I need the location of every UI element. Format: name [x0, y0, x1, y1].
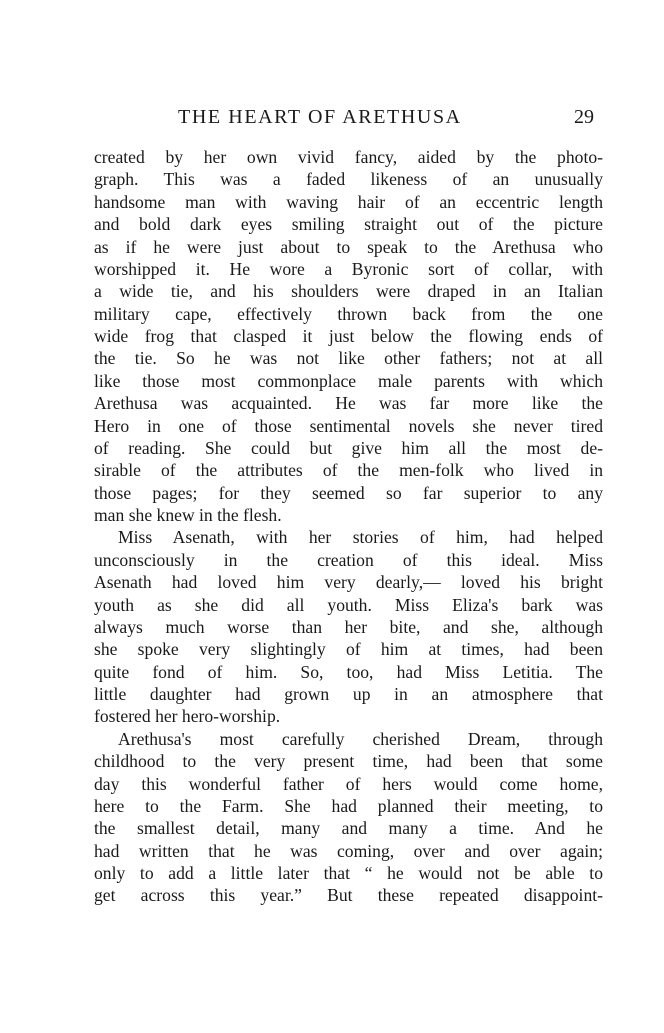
- text-line: quite fond of him. So, too, had Miss Letitia. The: [94, 661, 603, 682]
- text-line: unconsciously in the creation of this ideal. Miss: [94, 549, 603, 570]
- text-line: had written that he was coming, over and over again;: [94, 840, 603, 861]
- paragraph-start-line: Miss Asenath, with her stories of him, had helped: [118, 527, 603, 548]
- text-line: she spoke very slightingly of him at times, had been: [94, 639, 603, 660]
- text-line: only to add a little later that “ he would not be able to: [94, 863, 603, 883]
- text-line: Asenath had loved him very dearly,— loved his bright: [94, 572, 603, 593]
- text-line: graph. This was a faded likeness of an unusually: [94, 169, 603, 190]
- paragraph-end-line: man she knew in the flesh.: [94, 505, 282, 525]
- text-line: childhood to the very present time, had been that some: [94, 751, 603, 772]
- body-text: [94, 146, 603, 907]
- text-line: sirable of the attributes of the men-folk who lived in: [94, 460, 603, 481]
- text-line: here to the Farm. She had planned their meeting, to: [94, 795, 603, 816]
- text-line: get across this year.” But these repeated disappoint-: [94, 885, 603, 906]
- text-line: the tie. So he was not like other fathers; not at all: [94, 348, 603, 369]
- text-line: little daughter had grown up in an atmosphere that: [94, 684, 603, 704]
- page-number: 29: [574, 106, 594, 128]
- text-line: like those most commonplace male parents with which: [94, 370, 603, 391]
- text-line: a wide tie, and his shoulders were draped in an Italian: [94, 281, 603, 302]
- text-line: Arethusa was acquainted. He was far more like the: [94, 393, 603, 414]
- text-line: those pages; for they seemed so far superior to any: [94, 482, 603, 503]
- paragraph-start-line: Arethusa's most carefully cherished Dream, through: [118, 728, 603, 749]
- text-line: wide frog that clasped it just below the flowing ends of: [94, 326, 603, 346]
- running-title: THE HEART OF ARETHUSA: [178, 106, 462, 128]
- text-line: day this wonderful father of hers would come home,: [94, 773, 603, 794]
- text-line: always much worse than her bite, and she, although: [94, 616, 603, 637]
- text-line: and bold dark eyes smiling straight out of the picture: [94, 214, 603, 235]
- text-line: created by her own vivid fancy, aided by the photo-: [94, 147, 603, 167]
- text-line: as if he were just about to speak to the Arethusa who: [94, 236, 603, 257]
- text-line: worshipped it. He wore a Byronic sort of collar, with: [94, 258, 603, 279]
- text-line: military cape, effectively thrown back from the one: [94, 303, 603, 324]
- text-line: handsome man with waving hair of an eccentric length: [94, 191, 603, 212]
- paragraph-end-line: fostered her hero-worship.: [94, 706, 281, 727]
- text-line: of reading. She could but give him all the most de-: [94, 437, 603, 458]
- text-line: Hero in one of those sentimental novels she never tired: [94, 415, 603, 436]
- running-header: [0, 103, 664, 131]
- text-line: youth as she did all youth. Miss Eliza's bark was: [94, 594, 603, 615]
- text-line: the smallest detail, many and many a time. And he: [94, 818, 603, 839]
